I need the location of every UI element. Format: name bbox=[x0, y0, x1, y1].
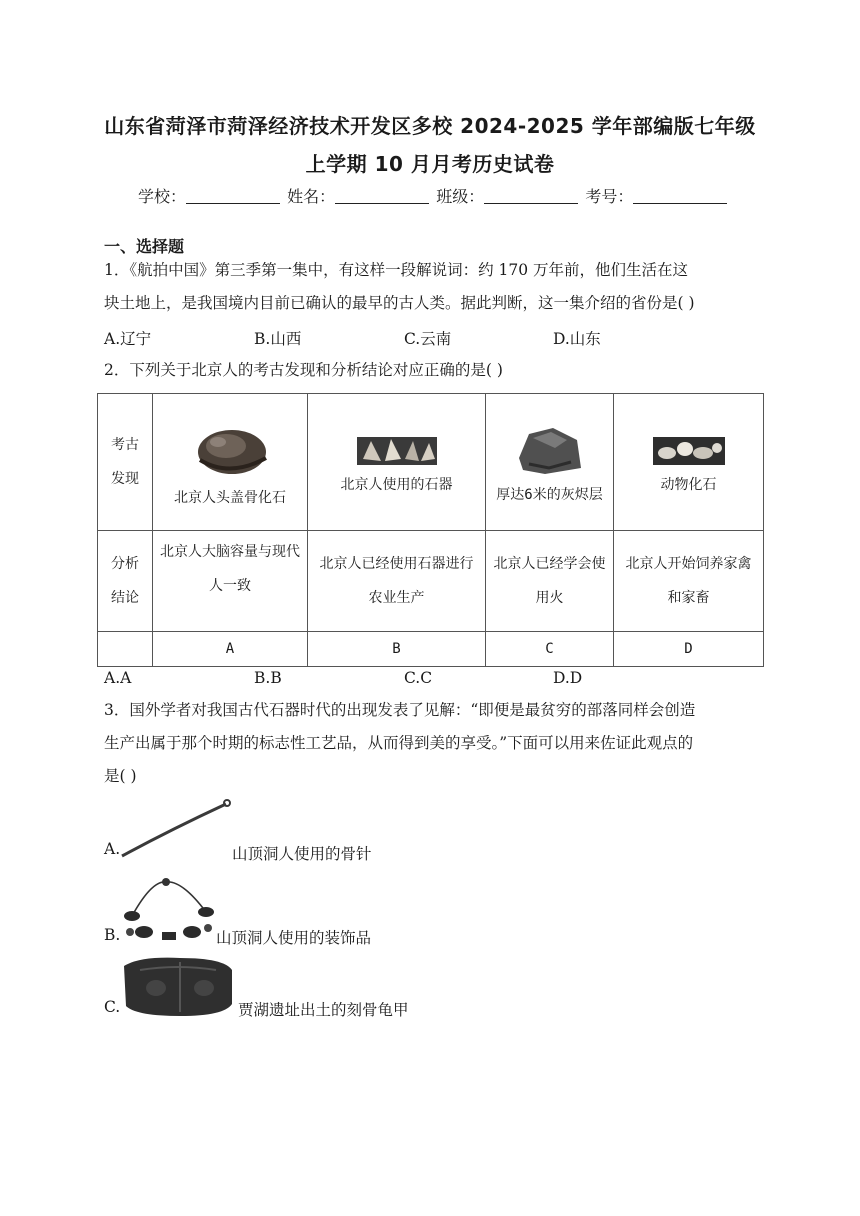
discovery-cell-a bbox=[153, 394, 308, 531]
conclusion-cell-b: 北京人已经使用石器进行农业生产 bbox=[308, 531, 486, 632]
stone-tools-icon bbox=[357, 435, 437, 467]
q1-line1: 1．《航拍中国》第三季第一集中，有这样一段解说词：约 170 万年前，他们生活在这 bbox=[104, 261, 689, 279]
school-label: 学校： bbox=[138, 187, 187, 206]
ornament-necklace-icon bbox=[122, 876, 218, 946]
q2-table bbox=[97, 393, 764, 667]
q2-option-d[interactable]: D.D bbox=[553, 669, 583, 687]
conclusion-cell-c: 北京人已经学会使用火 bbox=[486, 531, 614, 632]
q1-option-a[interactable]: A.辽宁 bbox=[104, 330, 152, 348]
bone-needle-icon bbox=[120, 798, 232, 860]
q3-option-b[interactable] bbox=[104, 926, 120, 944]
name-blank[interactable] bbox=[335, 187, 429, 204]
q3-option-c-letter: C. bbox=[104, 998, 121, 1016]
discovery-cell-c bbox=[486, 394, 614, 531]
q3-line3: 是( ) bbox=[104, 767, 137, 785]
letter-row-empty bbox=[98, 632, 153, 667]
question-2-stem: 2．下列关于北京人的考古发现和分析结论对应正确的是( ) bbox=[104, 361, 503, 379]
q3-line1: 3．国外学者对我国古代石器时代的出现发表了见解：“即便是最贫穷的部落同样会创造 bbox=[104, 701, 696, 719]
discovery-label-b: 北京人使用的石器 bbox=[340, 477, 453, 493]
row-header-discovery: 考古 发现 bbox=[98, 394, 153, 531]
student-info-line bbox=[138, 184, 729, 207]
conclusion-cell-a: 北京人大脑容量与现代人一致 bbox=[153, 531, 308, 632]
turtle-shell-icon bbox=[120, 956, 236, 1018]
q3-line2: 生产出属于那个时期的标志性工艺品，从而得到美的享受。”下面可以用来佐证此观点的 bbox=[104, 734, 694, 752]
q3-option-b-label: 山顶洞人使用的装饰品 bbox=[216, 929, 372, 947]
name-label: 姓名： bbox=[287, 187, 336, 206]
letter-cell-c: C bbox=[486, 632, 614, 667]
q3-option-b-letter: B. bbox=[104, 926, 121, 944]
class-blank[interactable] bbox=[484, 187, 578, 204]
q1-option-c[interactable]: C.云南 bbox=[404, 330, 452, 348]
question-1 bbox=[104, 254, 754, 320]
exam-title-line1: 山东省菏泽市菏泽经济技术开发区多校 2024-2025 学年部编版七年级 bbox=[104, 114, 756, 138]
q1-option-d[interactable]: D.山东 bbox=[553, 330, 601, 348]
q3-option-c-label: 贾湖遗址出土的刻骨龟甲 bbox=[238, 1001, 409, 1019]
discovery-cell-d bbox=[614, 394, 764, 531]
q3-option-a[interactable] bbox=[104, 840, 120, 858]
letter-cell-a: A bbox=[153, 632, 308, 667]
skull-fossil-icon bbox=[190, 422, 270, 480]
discovery-label-c: 厚达6米的灰烬层 bbox=[496, 487, 603, 503]
discovery-label-d: 动物化石 bbox=[660, 477, 717, 493]
q1-line2: 块土地上，是我国境内目前已确认的最早的古人类。据此判断，这一集介绍的省份是( ) bbox=[104, 294, 695, 312]
school-blank[interactable] bbox=[186, 187, 280, 204]
animal-fossil-icon bbox=[653, 435, 725, 467]
letter-cell-d: D bbox=[614, 632, 764, 667]
discovery-cell-b bbox=[308, 394, 486, 531]
discovery-label-a: 北京人头盖骨化石 bbox=[174, 490, 286, 506]
conclusion-cell-d: 北京人开始饲养家禽和家畜 bbox=[614, 531, 764, 632]
q3-option-a-label: 山顶洞人使用的骨针 bbox=[232, 845, 372, 863]
q3-option-a-letter: A. bbox=[104, 840, 121, 858]
letter-cell-b: B bbox=[308, 632, 486, 667]
section-heading: 一、选择题 bbox=[104, 237, 185, 256]
exam-title-line2: 上学期 10 月月考历史试卷 bbox=[305, 152, 555, 176]
exam-number-label: 考号： bbox=[585, 187, 634, 206]
q3-option-c[interactable] bbox=[104, 998, 120, 1016]
q2-option-a[interactable]: A.A bbox=[104, 669, 132, 687]
question-3 bbox=[104, 694, 754, 793]
class-label: 班级： bbox=[436, 187, 485, 206]
q1-option-b[interactable]: B.山西 bbox=[254, 330, 302, 348]
q2-option-c[interactable]: C.C bbox=[404, 669, 433, 687]
ash-layer-rock-icon bbox=[515, 424, 585, 476]
exam-number-blank[interactable] bbox=[633, 187, 727, 204]
q2-option-b[interactable]: B.B bbox=[254, 669, 282, 687]
row-header-conclusion: 分析 结论 bbox=[98, 531, 153, 632]
